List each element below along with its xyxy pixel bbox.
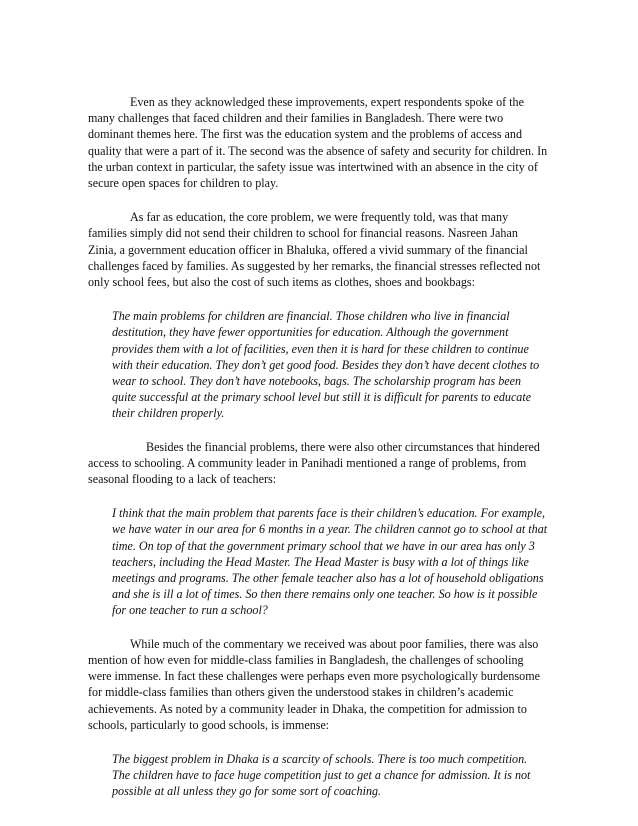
document-body bbox=[88, 94, 548, 800]
quote-community-leader-dhaka: The biggest problem in Dhaka is a scarcity of schools. There is too much competition. The children have to face huge competition just to get a chance for admission. It is not possible at all unless they go for some sort of coaching. bbox=[112, 751, 531, 799]
quote-community-leader-panihadi: I think that the main problem that parents face is their children’s education. For example, we have water in our area for 6 months in a year. The children cannot go to school at that time. On top of that the government primary school that we have in our area has only 3 teachers, including the Head Master. The Head Master is busy with a lot of things like meetings and programs. The other female teacher also has a lot of household obligations and she is ill a lot of times. So then there remains only one teacher. So how is it possible for one teacher to run a school? bbox=[112, 506, 548, 618]
quote-financial-problems: The main problems for children are financial. Those children who live in financial destitution, they have fewer opportunities for education. Although the government provides them with a lot of facilities, even then it is hard for these children to continue with their education. They don’t get good food. Besides they don’t have decent clothes to wear to school. They don’t have notebooks, bags. The scholarship program has been quite successful at the primary school level but still it is difficult for parents to educate their children properly. bbox=[112, 309, 540, 421]
paragraph-education-financial: As far as education, the core problem, we were frequently told, was that many families simply did not send their children to school for financial reasons. Nasreen Jahan Zinia, a government education officer in Bhaluka, offered a vivid summary of the financial challenges faced by families. As suggested by her remarks, the financial stresses reflected not only school fees, but also the cost of such items as clothes, shoes and bookbags: bbox=[88, 210, 541, 290]
paragraph-middle-class-families: While much of the commentary we received was about poor families, there was also mention of how even for middle-class families in Bangladesh, the challenges of schooling were immense. In fact these challenges were perhaps even more psychologically burdensome for middle-class families than others given the understood stakes in children’s academic achievements. As noted by a community leader in Dhaka, the competition for admission to schools, particularly to good schools, is immense: bbox=[88, 636, 540, 732]
paragraph-other-circumstances: Besides the financial problems, there were also other circumstances that hindered access to schooling. A community leader in Panihadi mentioned a range of problems, from seasonal flooding to a lack of teachers: bbox=[88, 439, 540, 487]
paragraph-challenges-intro: Even as they acknowledged these improvements, expert respondents spoke of the many challenges that faced children and their families in Bangladesh. There were two dominant themes here. The first was the education system and the problems of access and quality that were a part of it. The second was the absence of safety and security for children. In the urban context in particular, the safety issue was intertwined with an absence in the city of secure open spaces for children to play. bbox=[88, 95, 548, 191]
